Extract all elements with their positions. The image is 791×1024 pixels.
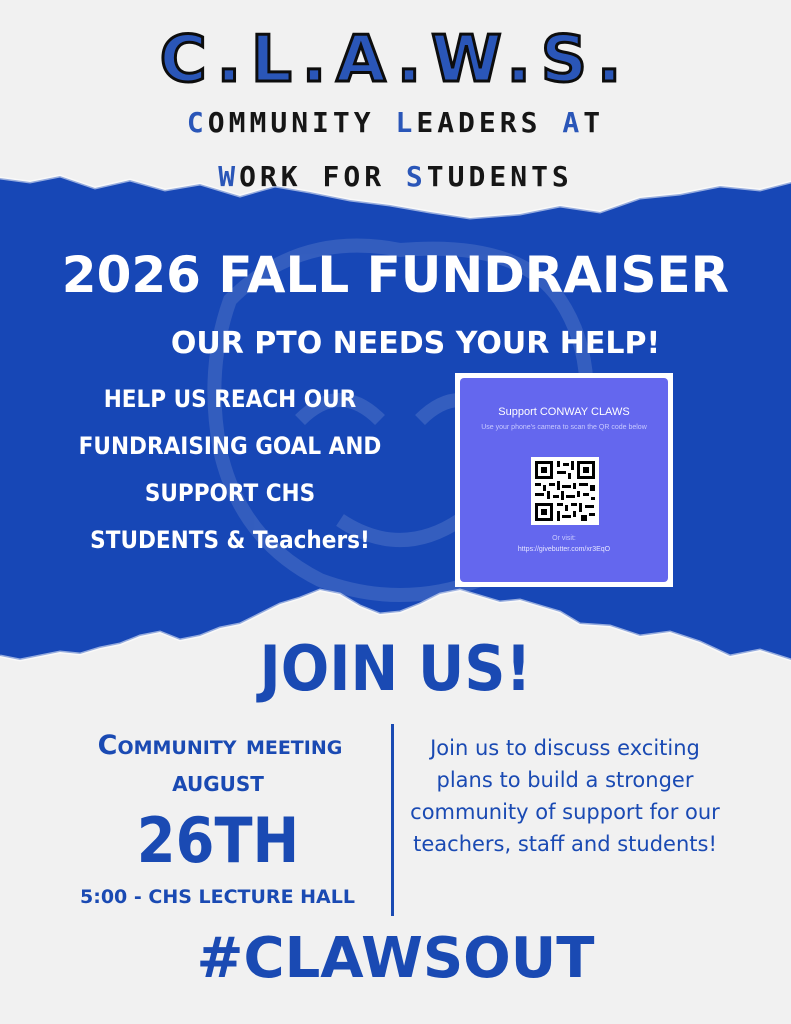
subtitle-line-2 bbox=[0, 160, 791, 193]
qr-code-icon[interactable] bbox=[531, 457, 599, 525]
help-line: SUPPORT CHS bbox=[144, 479, 316, 507]
meeting-description: Join us to discuss exciting plans to build a stronger community of support for our teachers, staff and students! bbox=[410, 736, 720, 856]
subtitle-word: ORK FOR bbox=[239, 160, 406, 193]
join-us-title: JOIN US! bbox=[259, 632, 532, 705]
meeting-time-place: 5:00 - CHS LECTURE HALL bbox=[80, 886, 355, 908]
help-text bbox=[60, 376, 400, 564]
qr-card-inner bbox=[460, 378, 668, 582]
help-line: FUNDRAISING GOAL AND bbox=[78, 432, 382, 460]
subtitle-word: EADERS bbox=[416, 106, 563, 139]
subtitle-word: OMMUNITY bbox=[207, 106, 396, 139]
hashtag: #CLAWSOUT bbox=[196, 926, 595, 991]
subtitle-initial: L bbox=[395, 106, 417, 139]
fundraiser-headline: 2026 FALL FUNDRAISER bbox=[61, 246, 730, 304]
qr-card[interactable] bbox=[455, 373, 673, 587]
help-line: HELP US REACH OUR bbox=[103, 385, 357, 413]
pto-subheadline: OUR PTO NEEDS YOUR HELP! bbox=[170, 326, 661, 361]
claws-logo: C.L.A.W.S. bbox=[159, 23, 632, 97]
subtitle-initial: W bbox=[218, 160, 240, 193]
qr-or-visit: Or visit: bbox=[552, 535, 576, 542]
divider bbox=[391, 724, 394, 916]
subtitle-word: T bbox=[583, 106, 605, 139]
subtitle-initial: S bbox=[405, 160, 427, 193]
meeting-day: 26TH bbox=[136, 804, 300, 877]
meeting-month: AUGUST bbox=[172, 772, 264, 796]
qr-url-link[interactable]: https://givebutter.com/xr3EqO bbox=[517, 546, 611, 553]
subtitle-word: TUDENTS bbox=[426, 160, 573, 193]
subtitle-initial: C bbox=[186, 106, 208, 139]
qr-hint: Use your phone's camera to scan the QR code below bbox=[481, 424, 647, 431]
qr-title: Support CONWAY CLAWS bbox=[498, 406, 630, 418]
help-line: STUDENTS & Teachers! bbox=[90, 526, 370, 554]
subtitle-line-1 bbox=[0, 106, 791, 139]
meeting-title: Community meeting bbox=[97, 730, 343, 761]
subtitle-initial: A bbox=[562, 106, 584, 139]
